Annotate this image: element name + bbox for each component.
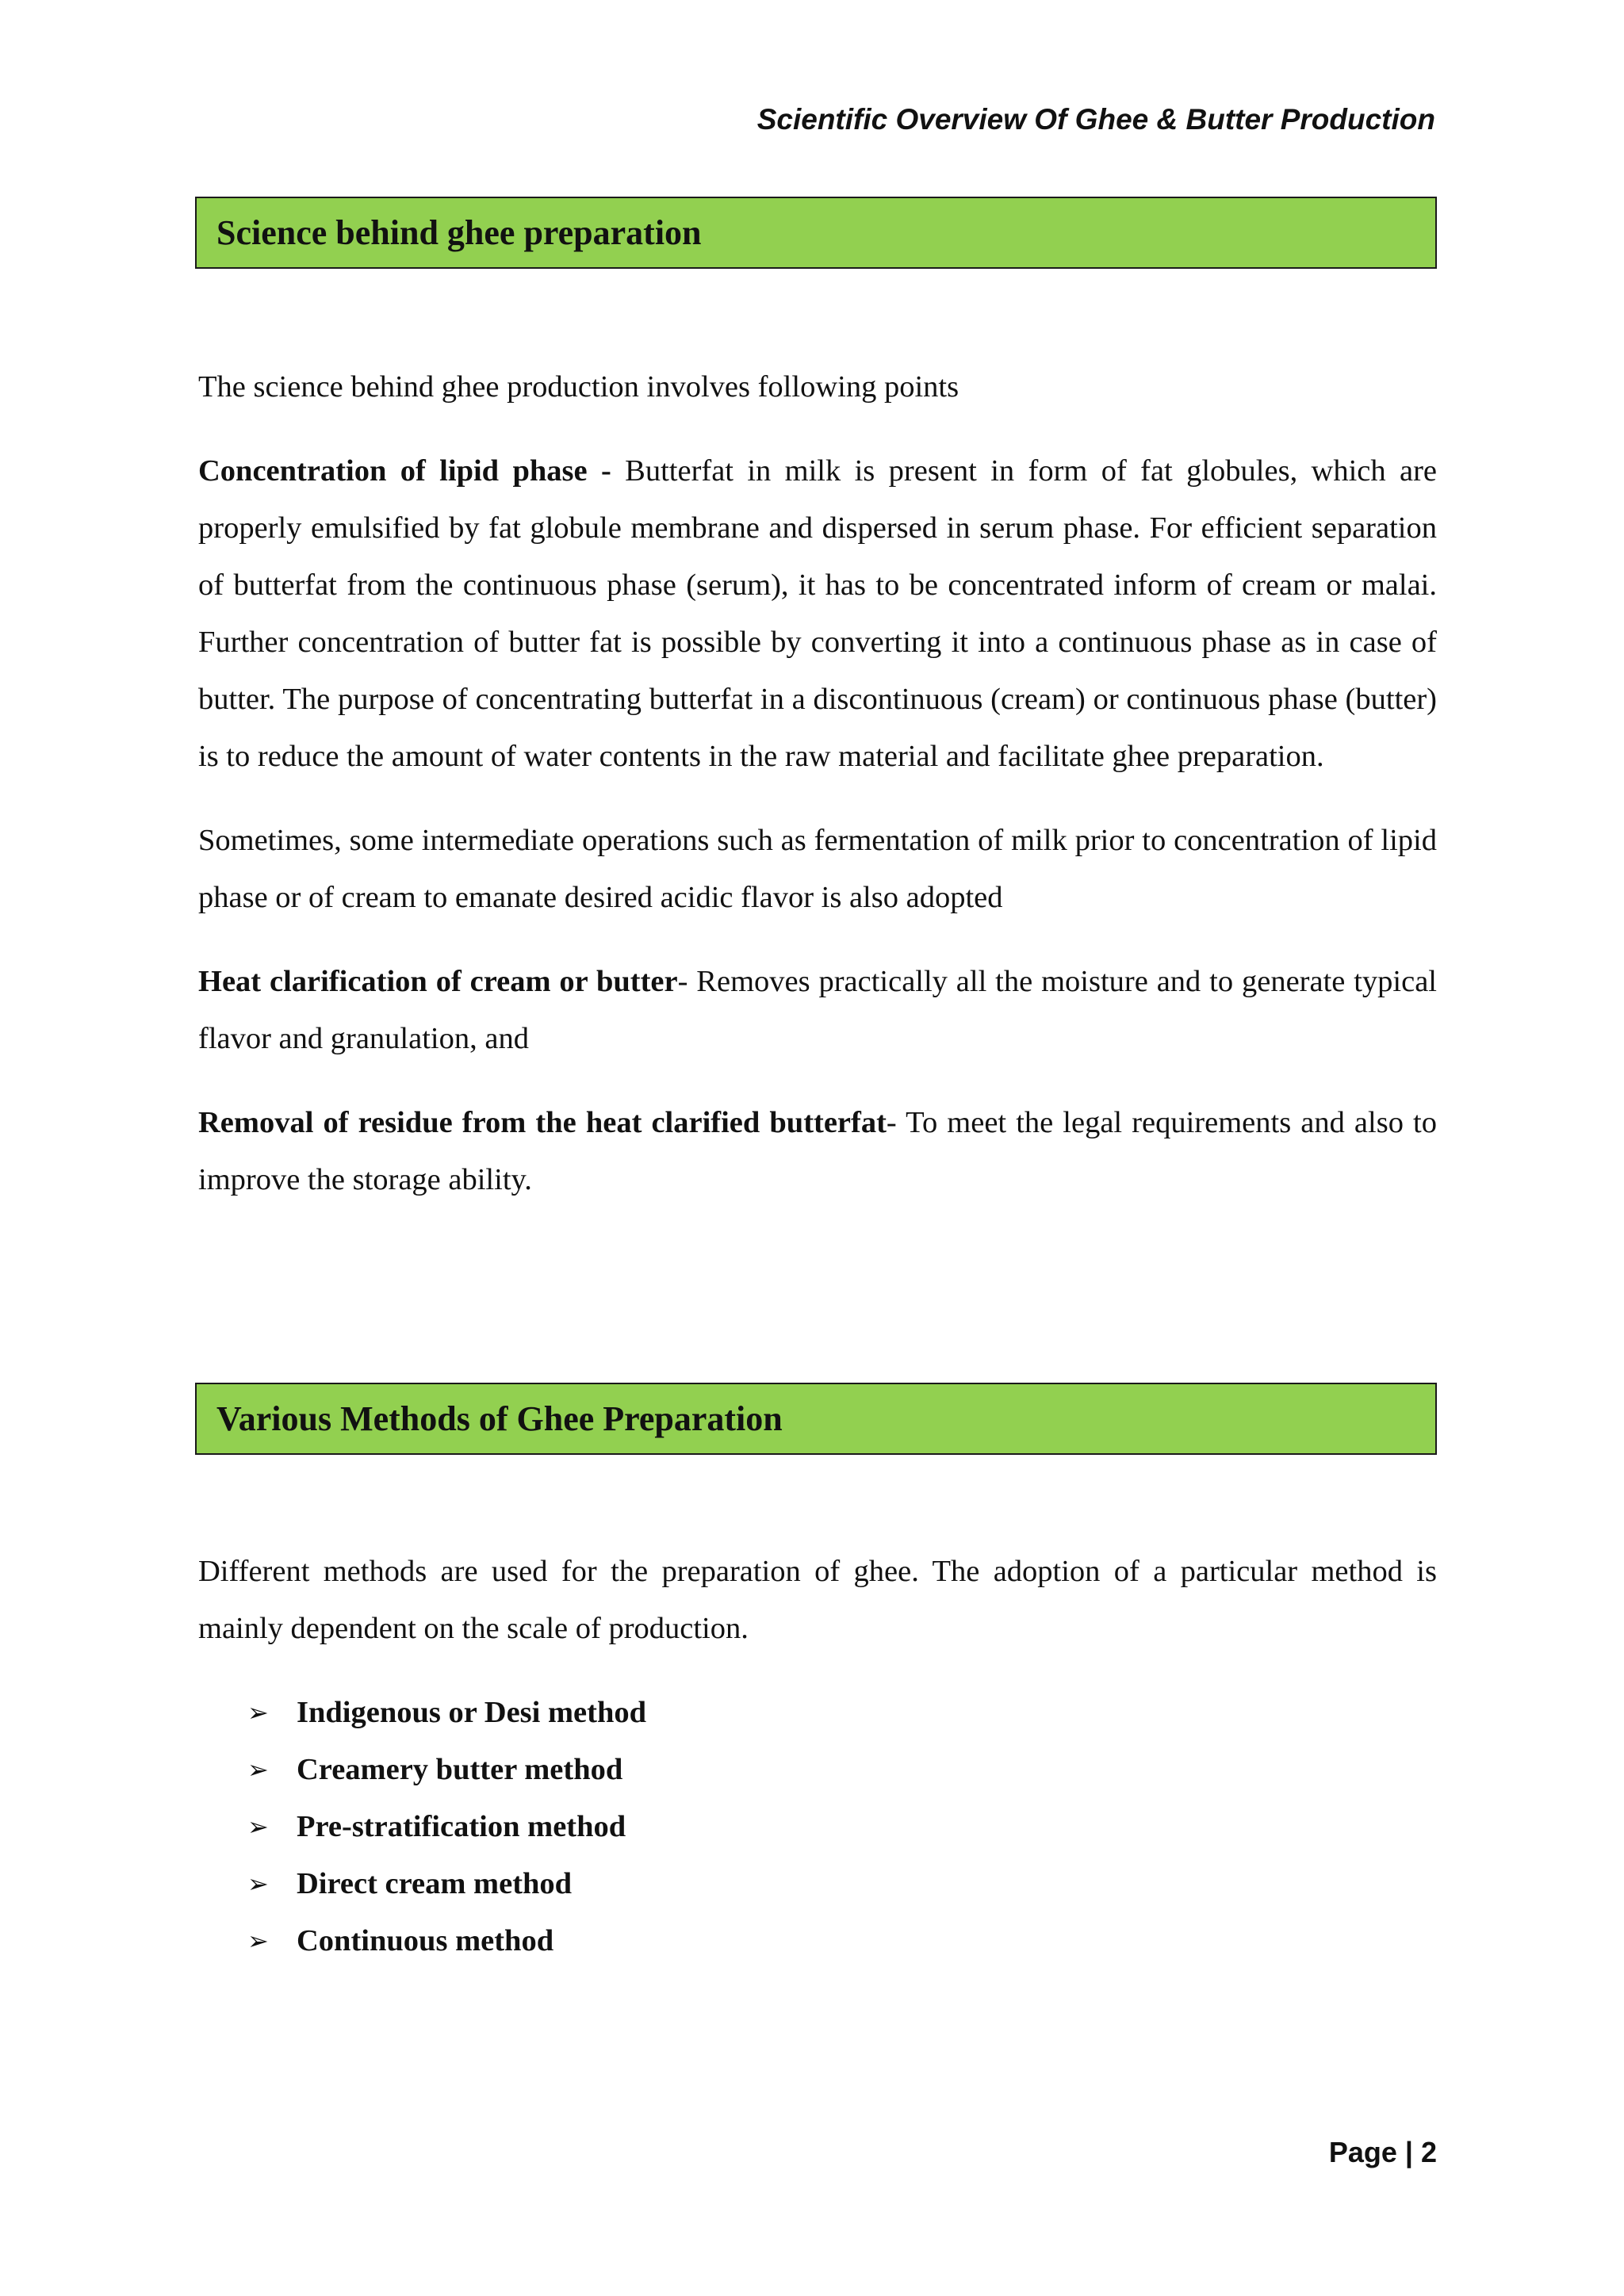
point-text: - To meet the legal requirements and also to improve the storage ability. [198, 1106, 1437, 1196]
list-item [247, 1912, 1437, 1969]
list-item [247, 1855, 1437, 1912]
point-heat-clarification [198, 953, 1437, 1067]
method-label: Indigenous or Desi method [297, 1696, 647, 1729]
running-header: Scientific Overview Of Ghee & Butter Production [756, 103, 1435, 136]
point-label: Concentration of lipid phase - [198, 454, 611, 488]
point-label: Heat clarification of cream or butter [198, 965, 678, 998]
methods-list [198, 1684, 1437, 1969]
list-item [247, 1741, 1437, 1798]
list-item [247, 1798, 1437, 1855]
section-body-methods [198, 1543, 1437, 1969]
method-label: Creamery butter method [297, 1753, 623, 1786]
intro-paragraph: The science behind ghee production involves following points [198, 370, 959, 404]
section-heading-methods: Various Methods of Ghee Preparation [195, 1383, 1437, 1455]
method-label: Direct cream method [297, 1867, 573, 1900]
point-concentration [198, 442, 1437, 785]
point-label: Removal of residue from the heat clarified butterfat [198, 1106, 887, 1139]
arrowhead-bullet-icon: ➢ [247, 1926, 269, 1956]
page-number: Page | 2 [1328, 2136, 1437, 2168]
point-text: Sometimes, some intermediate operations such as fermentation of milk prior to concentration of lipid phase or of cream to emanate desired acidic flavor is also adopted [198, 824, 1437, 914]
method-label: Pre-stratification method [297, 1810, 626, 1843]
arrowhead-bullet-icon: ➢ [247, 1869, 269, 1899]
point-intermediate-operations [198, 812, 1437, 926]
arrowhead-bullet-icon: ➢ [247, 1812, 269, 1842]
section-heading-science: Science behind ghee preparation [195, 197, 1437, 269]
list-item [247, 1684, 1437, 1741]
section-body-science [198, 358, 1437, 1235]
arrowhead-bullet-icon: ➢ [247, 1755, 269, 1785]
method-label: Continuous method [297, 1924, 554, 1957]
point-residue-removal [198, 1094, 1437, 1208]
arrowhead-bullet-icon: ➢ [247, 1697, 269, 1728]
point-text: Butterfat in milk is present in form of fat globules, which are properly emulsified by fat globule membrane and dispersed in serum phase. For efficient separation of butterfat from the continuous phase (serum), it has to be concentrated inform of cream or malai. Further concentration of butter fat is possible by converting it into a continuous phase as in case of butter. The purpose of concentrating butterfat in a discontinuous (cream) or continuous phase (butter) is to reduce the amount of water contents in the raw material and facilitate ghee preparation. [198, 454, 1437, 773]
intro-paragraph: Different methods are used for the preparation of ghee. The adoption of a particular method is mainly dependent on the scale of production. [198, 1555, 1437, 1645]
point-text: - Removes practically all the moisture and to generate typical flavor and granulation, and [198, 965, 1437, 1055]
